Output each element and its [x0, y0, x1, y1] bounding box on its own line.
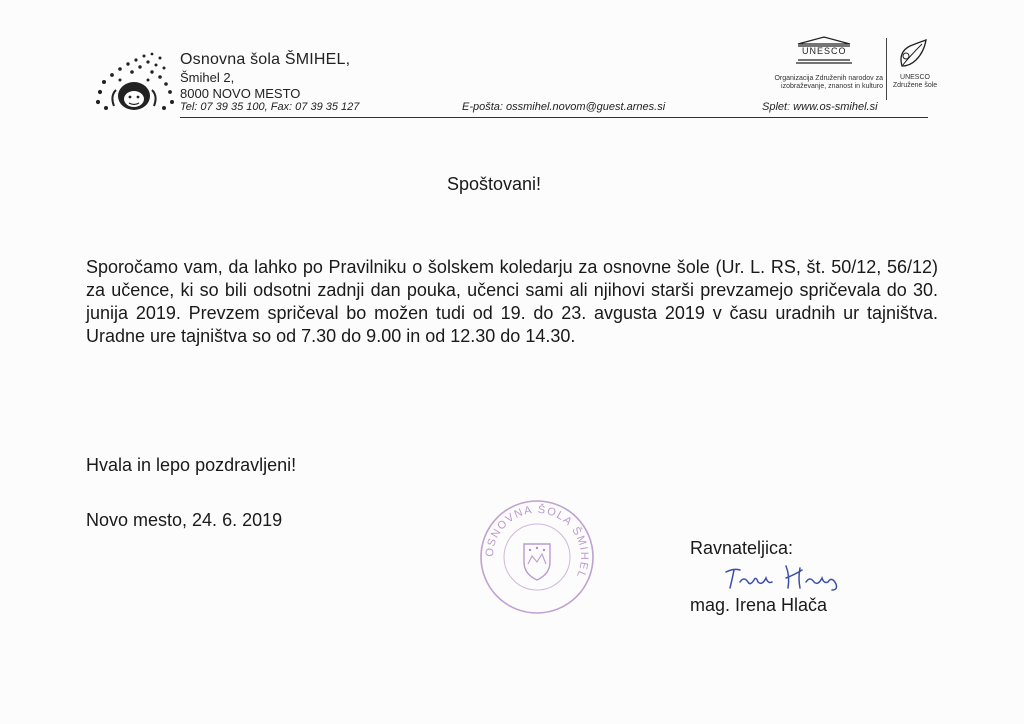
- letter-greeting: Spoštovani!: [447, 174, 542, 194]
- website-address: Spletː www.os-smihel.si: [762, 101, 878, 113]
- letter-body: Sporočamo vam, da lahko po Pravilniku o šolskem koledarju za osnovne šole (Ur. L. RS, št. 50/12, 56/12) za učence, ki so bili odsotni zadnji dan pouka, učenci sami ali njihovi starši prevzamejo spričevala do 30. junija 2019. Prevzem spričeval bo možen tudi od 19. do 23. avgusta 2019 v času uradnih ur tajništva. Uradne ure tajništva so od 7.30 do 9.00 in od 12.30 do 14.30.: [86, 257, 938, 346]
- place-and-date: Novo mesto, 24. 6. 2019: [86, 510, 283, 530]
- header-vertical-divider: [886, 38, 887, 100]
- official-stamp-icon: [478, 498, 596, 616]
- school-address-line1: Šmihel 2,: [180, 70, 235, 85]
- letter-closing: Hvala in lepo pozdravljeni!: [86, 455, 297, 475]
- unesco-schools-leaf-icon: [894, 38, 930, 72]
- school-address-line2: 8000 NOVO MESTO: [180, 86, 301, 101]
- signature-name: mag. Irena Hlača: [690, 595, 828, 615]
- email-address: E-pošta: ossmihel.novom@guest.arnes.si: [462, 101, 666, 113]
- school-name: Osnovna šola ŠMIHEL,: [180, 51, 351, 68]
- school-logo-icon: [92, 50, 178, 114]
- contact-row: [180, 101, 928, 116]
- handwritten-signature: [720, 562, 860, 592]
- stamp-text: OSNOVNA ŠOLA ŠMIHEL: [483, 503, 591, 581]
- signature-role: Ravnateljica:: [690, 538, 794, 558]
- unesco-wordmark: UNESCO: [802, 46, 847, 56]
- unesco-organization-text: Organizacija Združenih narodov za izobraževanje, znanost in kulturo: [774, 75, 883, 90]
- unesco-schools-text: UNESCO Združene šole: [892, 74, 938, 89]
- header-rule: [180, 117, 928, 118]
- phone-fax: Tel: 07 39 35 100, Fax: 07 39 35 127: [180, 101, 360, 113]
